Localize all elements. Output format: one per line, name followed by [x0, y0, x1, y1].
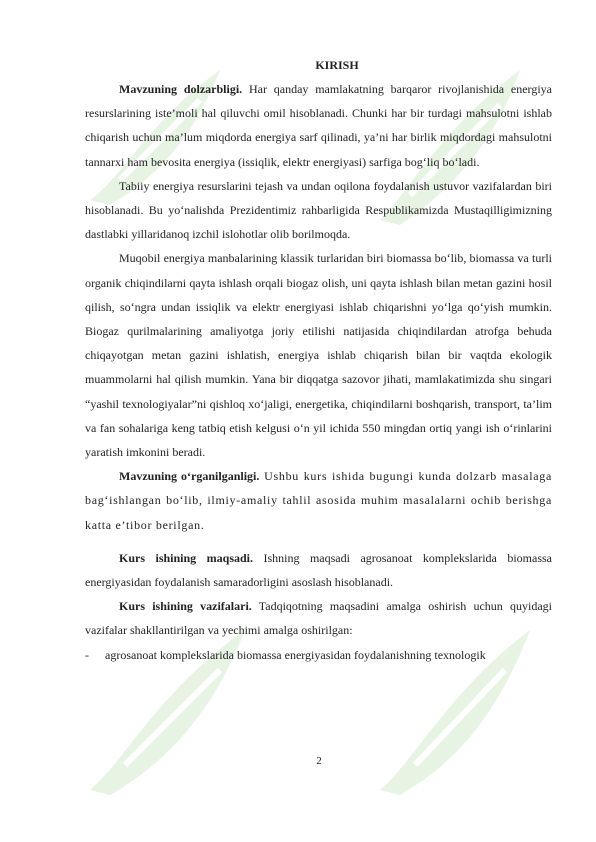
paragraph-energy-saving [85, 174, 552, 247]
list-marker: - [85, 647, 89, 662]
paragraph-lead: Kurs ishining vazifalari. [119, 599, 252, 614]
paragraph-text: Har qanday mamlakatning barqaror rivojlanishida energiya resurslarining iste’moli hal qiluvchi omil hisoblanadi. Chunki har bir turdagi mahsulotni ishlab chiqarish uchun ma’lum miqdorda energiya sarf qilinadi, ya’ni har birlik miqdordagi mahsulotni tannarxi ham bevosita energiya (issiqlik, elektr energiyasi) sarfiga bog‘liq bo‘ladi. [85, 82, 553, 169]
list-item [85, 643, 552, 667]
paragraph-lead: Mavzuning o‘rganilganligi. [119, 469, 260, 484]
paragraph-text: Ushbu kurs ishida bugungi kunda dolzarb masalaga bag‘ishlangan bo‘lib, ilmiy-amaliy tahlil asosida muhim masalalarni ochib berishga katta e’tibor berilgan. [85, 469, 552, 532]
paragraph-lead: Kurs ishining maqsadi. [119, 550, 254, 565]
paragraph-goal [85, 546, 552, 594]
paragraph-text: Tabiiy energiya resurslarini tejash va undan oqilona foydalanish ustuvor vazifalardan biri hisoblanadi. Bu yo‘nalishda Prezidentimiz rahbarligida Respublikamizda Mustaqilligimizning dastlabki yillaridanoq izchil islohotlar olib borilmoqda. [85, 178, 552, 242]
paragraph-text: Ishning maqsadi agrosanoat komplekslarida biomassa energiyasidan foydalanish samaradorligini asoslash hisoblanadi. [85, 550, 553, 590]
page-number: 2 [316, 755, 322, 767]
paragraph-study-level [85, 464, 552, 537]
page-title: KIRISH [315, 58, 359, 72]
paragraph-biomass [85, 246, 552, 464]
paragraph-lead: Mavzuning dolzarbligi. [119, 82, 243, 96]
paragraph-text: Muqobil energiya manbalarining klassik turlaridan biri biomassa bo‘lib, biomassa va turli organik chiqindilarni qayta ishlash orqali biogaz olish, uni qayta ishlash bilan metan gazini hosil qilish, so‘ngra undan issiqlik va elektr energiyasi ishlab chiqarishni yo‘lga qo‘yish mumkin. Biogaz qurilmalarining amaliyotga joriy etilishi natijasida chiqindilardan atrofga behuda chiqayotgan metan gazini ishlatish, energiya ishlab chiqarish bilan bir vaqtda ekologik muammolarni hal qilish mumkin. Yana bir diqqatga sazovor jihati, mamlakatimizda shu singari “yashil texnologiyalar”ni qishloq xo‘jaligi, energetika, chiqindilarni boshqarish, transport, ta’lim va fan sohalariga keng tatbiq etish kelgusi o‘n yil ichida 550 mingdan ortiq yangi ish o‘rinlarini yaratish imkonini beradi. [85, 251, 552, 460]
paragraph-text: Tadqiqotning maqsadini amalga oshirish uchun quyidagi vazifalar shakllantirilgan va yechimi amalga oshirilgan: [85, 599, 552, 638]
paragraph-relevance [85, 77, 552, 174]
list-item-text: agrosanoat komplekslarida biomassa energiyasidan foydalanishning texnologik [105, 647, 486, 662]
document-body [85, 77, 552, 667]
paragraph-tasks [85, 594, 552, 642]
